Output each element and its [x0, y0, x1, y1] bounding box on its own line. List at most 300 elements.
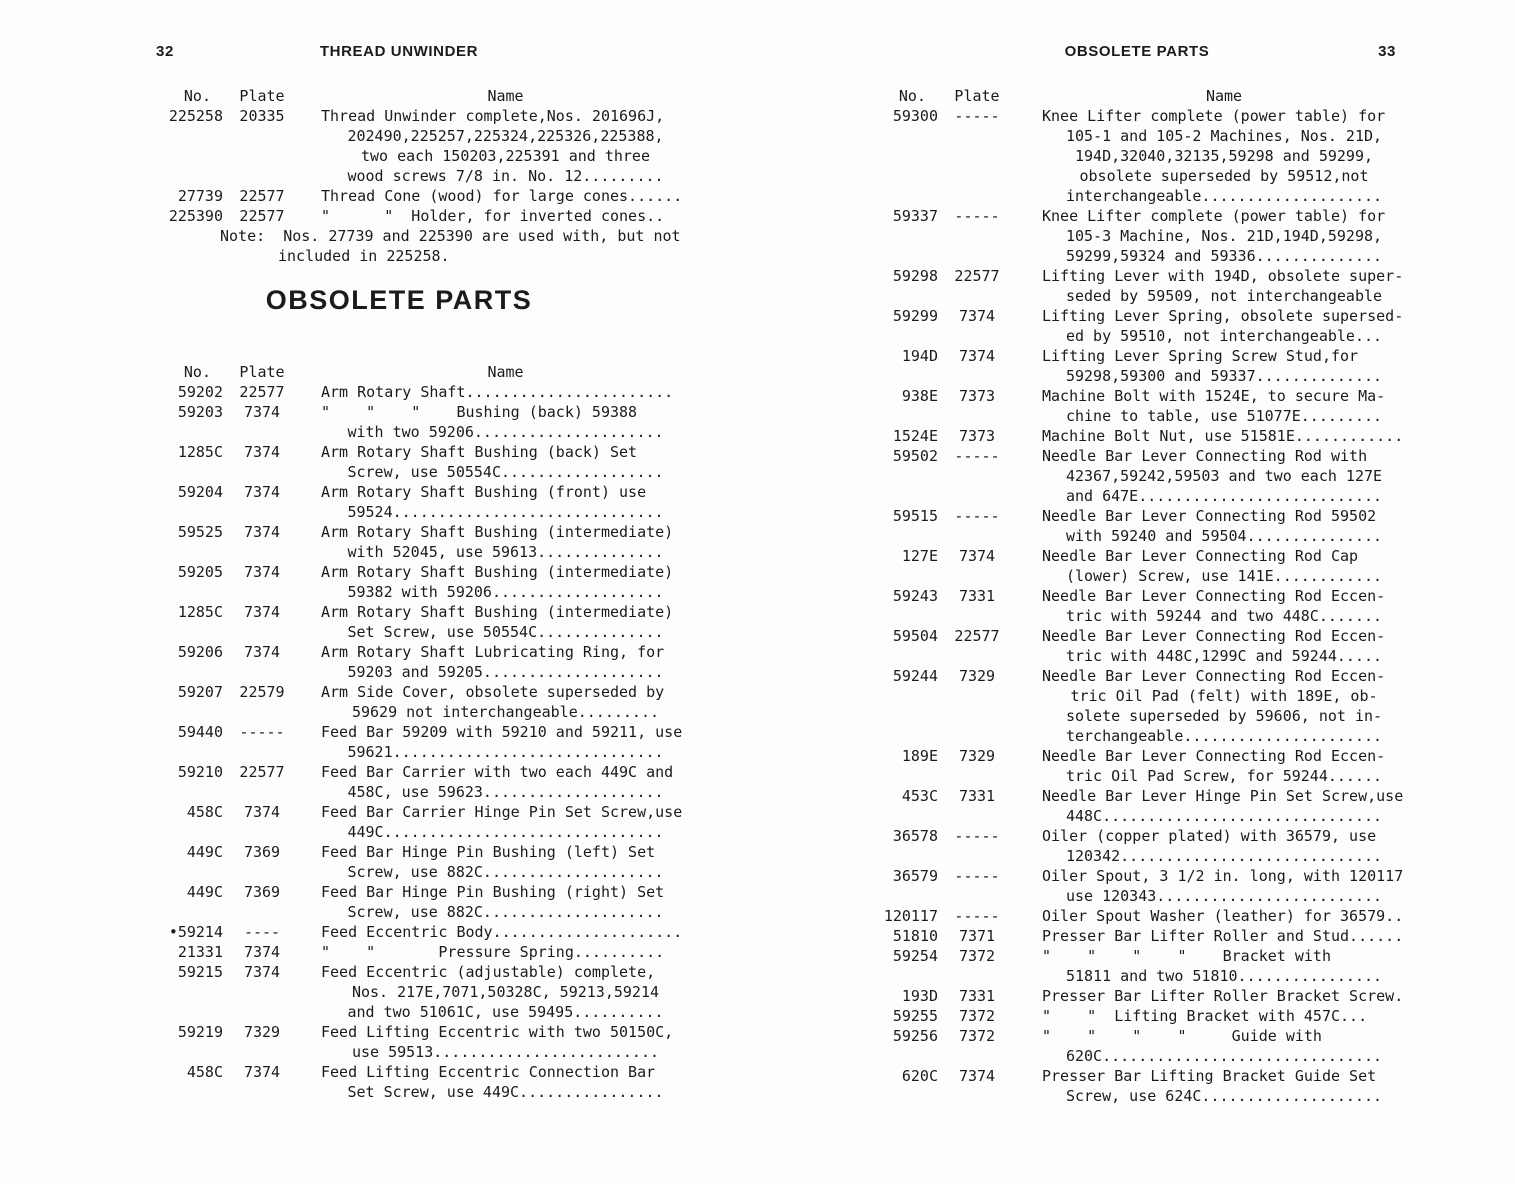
part-name-line: tric Oil Pad Screw, for 59244...... — [1065, 767, 1383, 785]
part-name — [321, 562, 690, 602]
part-name — [321, 962, 690, 1022]
part-number: 1285C — [177, 603, 223, 621]
part-name-line: 42367,59242,59503 and two each 127E — [1065, 467, 1383, 485]
table-row — [868, 906, 1406, 926]
part-number: 225390 — [168, 207, 223, 225]
table-row — [108, 1062, 690, 1102]
part-number: •59214 — [168, 923, 223, 941]
table-row — [868, 1026, 1406, 1066]
part-name-line: 458C, use 59623.................... — [347, 783, 664, 801]
part-number: 59204 — [177, 483, 223, 501]
part-name — [1042, 906, 1406, 926]
table-row — [868, 866, 1406, 906]
part-name — [321, 602, 690, 642]
plate-number: 7371 — [958, 927, 996, 945]
obsolete-parts-table-left — [108, 362, 690, 1102]
table-row — [868, 546, 1406, 586]
part-name — [1042, 986, 1406, 1006]
table-row — [108, 802, 690, 842]
part-number: 36579 — [892, 867, 938, 885]
part-number: 59254 — [892, 947, 938, 965]
plate-number: 7374 — [958, 307, 996, 325]
part-number: 449C — [186, 883, 223, 901]
part-name-line: Presser Bar Lifting Bracket Guide Set — [1042, 1067, 1377, 1085]
part-name — [1042, 446, 1406, 506]
plate-number: 7374 — [958, 347, 996, 365]
plate-number: 7373 — [958, 427, 996, 445]
part-name-line: wood screws 7/8 in. No. 12......... — [347, 167, 664, 185]
part-name — [1042, 826, 1406, 866]
part-name-line: and two 51061C, use 59495.......... — [347, 1003, 664, 1021]
part-number: 458C — [186, 803, 223, 821]
part-name-line: 448C............................... — [1065, 807, 1383, 825]
part-number: 36578 — [892, 827, 938, 845]
part-name — [1042, 666, 1406, 746]
obsolete-parts-table-right — [868, 86, 1406, 1106]
part-name — [321, 1062, 690, 1102]
part-number: 59525 — [177, 523, 223, 541]
part-name-line: Arm Rotary Shaft Bushing (intermediate) — [321, 523, 674, 541]
table-row — [868, 506, 1406, 546]
part-number: 59210 — [177, 763, 223, 781]
page-number-right: 33 — [1378, 43, 1396, 60]
part-name-line: interchangeable.................... — [1065, 187, 1383, 205]
part-name — [1042, 586, 1406, 626]
table-row — [868, 1066, 1406, 1106]
part-name — [321, 382, 690, 402]
table-row — [108, 562, 690, 602]
part-name — [1042, 106, 1406, 206]
table-row — [108, 882, 690, 922]
part-name — [321, 922, 690, 942]
plate-number: 7331 — [958, 987, 996, 1005]
table-row — [108, 186, 690, 206]
part-name-line: Oiler Spout, 3 1/2 in. long, with 120117 — [1042, 867, 1404, 885]
table-row — [108, 106, 690, 186]
part-name-line: Feed Bar 59209 with 59210 and 59211, use — [321, 723, 683, 741]
part-name-line: Screw, use 50554C.................. — [347, 463, 664, 481]
plate-number: 7372 — [958, 1007, 996, 1025]
part-name — [321, 762, 690, 802]
part-name-line: Screw, use 882C.................... — [347, 863, 664, 881]
part-name — [321, 106, 690, 186]
part-name-line: Arm Rotary Shaft Bushing (front) use — [321, 483, 647, 501]
part-name-line: Knee Lifter complete (power table) for — [1042, 107, 1386, 125]
part-number: 1285C — [177, 443, 223, 461]
part-name-line: Set Screw, use 50554C.............. — [347, 623, 664, 641]
section-title-obsolete-parts: OBSOLETE PARTS — [265, 285, 533, 315]
part-name-line: use 59513......................... — [351, 1043, 660, 1061]
table-row — [108, 442, 690, 482]
part-number: 59256 — [892, 1027, 938, 1045]
part-name-line: Thread Unwinder complete,Nos. 201696J, — [321, 107, 665, 125]
table-row — [868, 106, 1406, 206]
part-name-line: Presser Bar Lifter Roller and Stud...... — [1042, 927, 1404, 945]
part-name-line: Feed Bar Carrier with two each 449C and — [321, 763, 674, 781]
table-row — [868, 586, 1406, 626]
table-row — [868, 986, 1406, 1006]
part-number: 193D — [901, 987, 938, 1005]
part-name — [1042, 386, 1406, 426]
part-name — [321, 482, 690, 522]
part-name-line: with 59240 and 59504............... — [1065, 527, 1383, 545]
plate-number: 7373 — [958, 387, 996, 405]
plate-number: 7329 — [958, 747, 996, 765]
table-row — [108, 482, 690, 522]
part-name — [1042, 1066, 1406, 1106]
part-name-line: Needle Bar Lever Hinge Pin Set Screw,use — [1042, 787, 1404, 805]
part-name-line: Oiler Spout Washer (leather) for 36579.. — [1042, 907, 1404, 925]
part-name-line: with two 59206..................... — [347, 423, 664, 441]
part-number: 453C — [901, 787, 938, 805]
column-headers — [868, 86, 1406, 106]
part-name-line: Feed Lifting Eccentric Connection Bar — [321, 1063, 656, 1081]
table-row — [108, 962, 690, 1022]
table-row — [868, 426, 1406, 446]
table-row — [868, 266, 1406, 306]
part-number: 189E — [901, 747, 938, 765]
part-name — [321, 722, 690, 762]
part-name-line: Arm Side Cover, obsolete superseded by — [321, 683, 665, 701]
table-row — [868, 386, 1406, 426]
part-name-line: " " Pressure Spring.......... — [321, 943, 665, 961]
column-header-name: Name — [487, 87, 524, 105]
part-name-line: Needle Bar Lever Connecting Rod Eccen- — [1042, 747, 1386, 765]
part-number: 59300 — [892, 107, 938, 125]
note-line: Note: Nos. 27739 and 225390 are used with, but not — [220, 227, 681, 245]
plate-number: 7374 — [958, 547, 996, 565]
plate-number: ----- — [954, 447, 1000, 465]
part-name — [1042, 266, 1406, 306]
table-row — [868, 946, 1406, 986]
plate-number: ----- — [954, 107, 1000, 125]
plate-number: 22577 — [239, 207, 285, 225]
part-name — [321, 402, 690, 442]
part-name-line: 59621.............................. — [347, 743, 664, 761]
table-row — [868, 446, 1406, 506]
table-row — [108, 642, 690, 682]
part-name-line: 59298,59300 and 59337.............. — [1065, 367, 1383, 385]
part-number: 21331 — [177, 943, 223, 961]
table-row — [868, 746, 1406, 786]
table-row — [868, 346, 1406, 386]
part-name — [321, 942, 690, 962]
part-name-line: Needle Bar Lever Connecting Rod with — [1042, 447, 1368, 465]
column-headers — [108, 362, 690, 382]
table-row — [108, 762, 690, 802]
plate-number: 7369 — [243, 843, 281, 861]
part-number: 449C — [186, 843, 223, 861]
part-name-line: Arm Rotary Shaft Bushing (back) Set — [321, 443, 638, 461]
part-name-line: Feed Eccentric (adjustable) complete, — [321, 963, 656, 981]
part-number: 225258 — [168, 107, 223, 125]
part-name — [1042, 306, 1406, 346]
plate-number: 7372 — [958, 947, 996, 965]
part-name-line: Knee Lifter complete (power table) for — [1042, 207, 1386, 225]
part-number: 51810 — [892, 927, 938, 945]
part-name-line: Lifting Lever with 194D, obsolete super- — [1042, 267, 1404, 285]
part-number: 27739 — [177, 187, 223, 205]
part-name-line: Set Screw, use 449C................ — [347, 1083, 664, 1101]
plate-number: ----- — [954, 207, 1000, 225]
part-name-line: Machine Bolt with 1524E, to secure Ma- — [1042, 387, 1386, 405]
part-name-line: 105-3 Machine, Nos. 21D,194D,59298, — [1065, 227, 1383, 245]
part-name — [1042, 206, 1406, 266]
table-row — [868, 926, 1406, 946]
part-name-line: 59524.............................. — [347, 503, 664, 521]
part-name — [321, 206, 690, 226]
part-name-line: 120342............................. — [1065, 847, 1383, 865]
part-name-line: Lifting Lever Spring, obsolete supersed- — [1042, 307, 1404, 325]
column-header-no: No. — [183, 363, 211, 381]
plate-number: 7374 — [243, 483, 281, 501]
part-name-line: Nos. 217E,7071,50328C, 59213,59214 — [351, 983, 660, 1001]
part-name-line: " " " Bushing (back) 59388 — [321, 403, 638, 421]
part-number: 194D — [901, 347, 938, 365]
part-name-line: Screw, use 882C.................... — [347, 903, 664, 921]
part-number: 620C — [901, 1067, 938, 1085]
table-row — [868, 666, 1406, 746]
plate-number: 7374 — [958, 1067, 996, 1085]
part-name-line: 449C............................... — [347, 823, 664, 841]
part-number: 59504 — [892, 627, 938, 645]
part-name-line: and 647E........................... — [1065, 487, 1383, 505]
column-header-plate: Plate — [954, 87, 1000, 105]
plate-number: ----- — [239, 723, 285, 741]
part-name-line: Thread Cone (wood) for large cones...... — [321, 187, 683, 205]
note-block — [108, 226, 690, 266]
part-name — [321, 442, 690, 482]
plate-number: 7369 — [243, 883, 281, 901]
part-number: 59206 — [177, 643, 223, 661]
table-row — [108, 842, 690, 882]
part-name-line: Lifting Lever Spring Screw Stud,for — [1042, 347, 1359, 365]
part-name-line: 59382 with 59206................... — [347, 583, 664, 601]
plate-number: 7329 — [958, 667, 996, 685]
part-name-line: Feed Bar Hinge Pin Bushing (left) Set — [321, 843, 656, 861]
part-name-line: Machine Bolt Nut, use 51581E............ — [1042, 427, 1404, 445]
part-number: 59255 — [892, 1007, 938, 1025]
column-header-plate: Plate — [239, 87, 285, 105]
plate-number: 22579 — [239, 683, 285, 701]
plate-number: 7331 — [958, 787, 996, 805]
part-number: 59515 — [892, 507, 938, 525]
part-number: 59244 — [892, 667, 938, 685]
part-name-line: " " Holder, for inverted cones.. — [321, 207, 665, 225]
part-number: 59298 — [892, 267, 938, 285]
plate-number: ----- — [954, 907, 1000, 925]
part-name-line: " " Lifting Bracket with 457C... — [1042, 1007, 1368, 1025]
plate-number: 7374 — [243, 963, 281, 981]
part-name-line: Needle Bar Lever Connecting Rod Cap — [1042, 547, 1359, 565]
page-number-left: 32 — [156, 43, 174, 60]
table-row — [868, 1006, 1406, 1026]
part-number: 59205 — [177, 563, 223, 581]
part-name — [1042, 346, 1406, 386]
plate-number: 22577 — [239, 383, 285, 401]
column-header-name: Name — [1205, 87, 1243, 105]
page-title-right: OBSOLETE PARTS — [1064, 43, 1210, 60]
part-name-line: Needle Bar Lever Connecting Rod 59502 — [1042, 507, 1377, 525]
part-number: 59203 — [177, 403, 223, 421]
part-name-line: 105-1 and 105-2 Machines, Nos. 21D, — [1065, 127, 1383, 145]
column-header-no: No. — [898, 87, 926, 105]
plate-number: 7329 — [243, 1023, 281, 1041]
page-header-right — [868, 42, 1406, 62]
plate-number: 7374 — [243, 403, 281, 421]
part-name-line: Arm Rotary Shaft....................... — [321, 383, 674, 401]
table-row — [868, 206, 1406, 266]
part-name-line: 59203 and 59205.................... — [347, 663, 664, 681]
part-name-line: Feed Eccentric Body..................... — [321, 923, 683, 941]
table-row — [108, 922, 690, 942]
table-row — [108, 682, 690, 722]
part-number: 59207 — [177, 683, 223, 701]
part-name — [321, 522, 690, 562]
table-row — [108, 402, 690, 442]
part-name — [321, 682, 690, 722]
plate-number: 22577 — [239, 763, 285, 781]
part-name — [321, 882, 690, 922]
plate-number: 22577 — [239, 187, 285, 205]
part-name — [1042, 946, 1406, 986]
part-name-line: Arm Rotary Shaft Bushing (intermediate) — [321, 563, 674, 581]
plate-number: 7374 — [243, 443, 281, 461]
part-number: 59337 — [892, 207, 938, 225]
part-name — [1042, 1026, 1406, 1066]
page-title-left: THREAD UNWINDER — [319, 43, 479, 60]
part-number: 120117 — [883, 907, 938, 925]
part-name-line: Feed Bar Hinge Pin Bushing (right) Set — [321, 883, 665, 901]
part-name-line: chine to table, use 51077E......... — [1065, 407, 1383, 425]
table-row — [108, 942, 690, 962]
part-name-line: Needle Bar Lever Connecting Rod Eccen- — [1042, 587, 1386, 605]
page-33 — [868, 0, 1406, 1106]
part-name-line: Feed Bar Carrier Hinge Pin Set Screw,use — [321, 803, 683, 821]
part-name-line: Feed Lifting Eccentric with two 50150C, — [321, 1023, 674, 1041]
page-32 — [108, 0, 690, 1102]
column-header-plate: Plate — [239, 363, 285, 381]
column-header-no: No. — [183, 87, 211, 105]
part-name-line: tric Oil Pad (felt) with 189E, ob- — [1070, 687, 1378, 705]
plate-number: ----- — [954, 507, 1000, 525]
part-name — [321, 802, 690, 842]
part-number: 59202 — [177, 383, 223, 401]
part-name-line: with 52045, use 59613.............. — [347, 543, 664, 561]
part-name — [1042, 786, 1406, 826]
table-row — [108, 1022, 690, 1062]
part-name-line: Needle Bar Lever Connecting Rod Eccen- — [1042, 627, 1386, 645]
part-name — [321, 1022, 690, 1062]
part-name-line: Screw, use 624C.................... — [1065, 1087, 1383, 1105]
part-name — [1042, 1006, 1406, 1026]
part-name-line: tric with 448C,1299C and 59244..... — [1065, 647, 1383, 665]
part-number: 1524E — [892, 427, 938, 445]
thread-unwinder-table — [108, 86, 690, 226]
part-name — [1042, 426, 1406, 446]
table-row — [868, 626, 1406, 666]
part-name — [1042, 546, 1406, 586]
plate-number: 7374 — [243, 563, 281, 581]
table-row — [868, 786, 1406, 826]
plate-number: 22577 — [954, 627, 1000, 645]
part-number: 59219 — [177, 1023, 223, 1041]
part-number: 458C — [186, 1063, 223, 1081]
part-name-line: two each 150203,225391 and three — [361, 147, 650, 165]
part-name — [321, 186, 690, 206]
part-name — [321, 842, 690, 882]
part-name-line: " " " " Bracket with — [1042, 947, 1331, 965]
part-number: 127E — [901, 547, 938, 565]
table-row — [868, 306, 1406, 346]
part-name — [321, 642, 690, 682]
part-name-line: Oiler (copper plated) with 36579, use — [1042, 827, 1377, 845]
part-name-line: tric with 59244 and two 448C....... — [1065, 607, 1383, 625]
table-row — [108, 722, 690, 762]
part-name-line: ed by 59510, not interchangeable... — [1065, 327, 1383, 345]
column-header-name: Name — [487, 363, 524, 381]
column-headers — [108, 86, 690, 106]
plate-number: 20335 — [239, 107, 285, 125]
table-row — [108, 206, 690, 226]
page-header-left — [108, 42, 690, 62]
plate-number: 22577 — [954, 267, 1000, 285]
plate-number: 7374 — [243, 803, 281, 821]
part-name-line: 59629 not interchangeable......... — [351, 703, 660, 721]
table-row — [108, 602, 690, 642]
part-name-line: 620C............................... — [1065, 1047, 1383, 1065]
part-number: 59440 — [177, 723, 223, 741]
table-row — [108, 522, 690, 562]
part-name — [1042, 626, 1406, 666]
plate-number: 7372 — [958, 1027, 996, 1045]
part-name — [1042, 506, 1406, 546]
part-name-line: 51811 and two 51810................ — [1065, 967, 1383, 985]
part-name-line: Needle Bar Lever Connecting Rod Eccen- — [1042, 667, 1386, 685]
part-name-line: Arm Rotary Shaft Bushing (intermediate) — [321, 603, 674, 621]
plate-number: 7374 — [243, 523, 281, 541]
part-name-line: " " " " Guide with — [1042, 1027, 1322, 1045]
part-name-line: (lower) Screw, use 141E............ — [1065, 567, 1383, 585]
part-name-line: obsolete superseded by 59512,not — [1079, 167, 1369, 185]
part-name — [1042, 866, 1406, 906]
note-line: included in 225258. — [278, 247, 450, 265]
plate-number: ----- — [954, 827, 1000, 845]
part-name — [1042, 926, 1406, 946]
plate-number: 7374 — [243, 943, 281, 961]
plate-number: 7374 — [243, 1063, 281, 1081]
part-name-line: 194D,32040,32135,59298 and 59299, — [1074, 147, 1373, 165]
part-name-line: 202490,225257,225324,225326,225388, — [347, 127, 664, 145]
table-row — [868, 826, 1406, 866]
part-name-line: Arm Rotary Shaft Lubricating Ring, for — [321, 643, 665, 661]
part-name-line: solete superseded by 59606, not in- — [1065, 707, 1383, 725]
part-name — [1042, 746, 1406, 786]
part-name-line: seded by 59509, not interchangeable — [1065, 287, 1383, 305]
part-number: 59502 — [892, 447, 938, 465]
part-name-line: terchangeable...................... — [1065, 727, 1383, 745]
part-number: 59299 — [892, 307, 938, 325]
part-name-line: Presser Bar Lifter Roller Bracket Screw. — [1042, 987, 1404, 1005]
table-row — [108, 382, 690, 402]
plate-number: 7374 — [243, 603, 281, 621]
part-number: 59215 — [177, 963, 223, 981]
part-number: 59243 — [892, 587, 938, 605]
part-name-line: use 120343......................... — [1065, 887, 1383, 905]
plate-number: ---- — [243, 923, 281, 941]
plate-number: ----- — [954, 867, 1000, 885]
plate-number: 7374 — [243, 643, 281, 661]
